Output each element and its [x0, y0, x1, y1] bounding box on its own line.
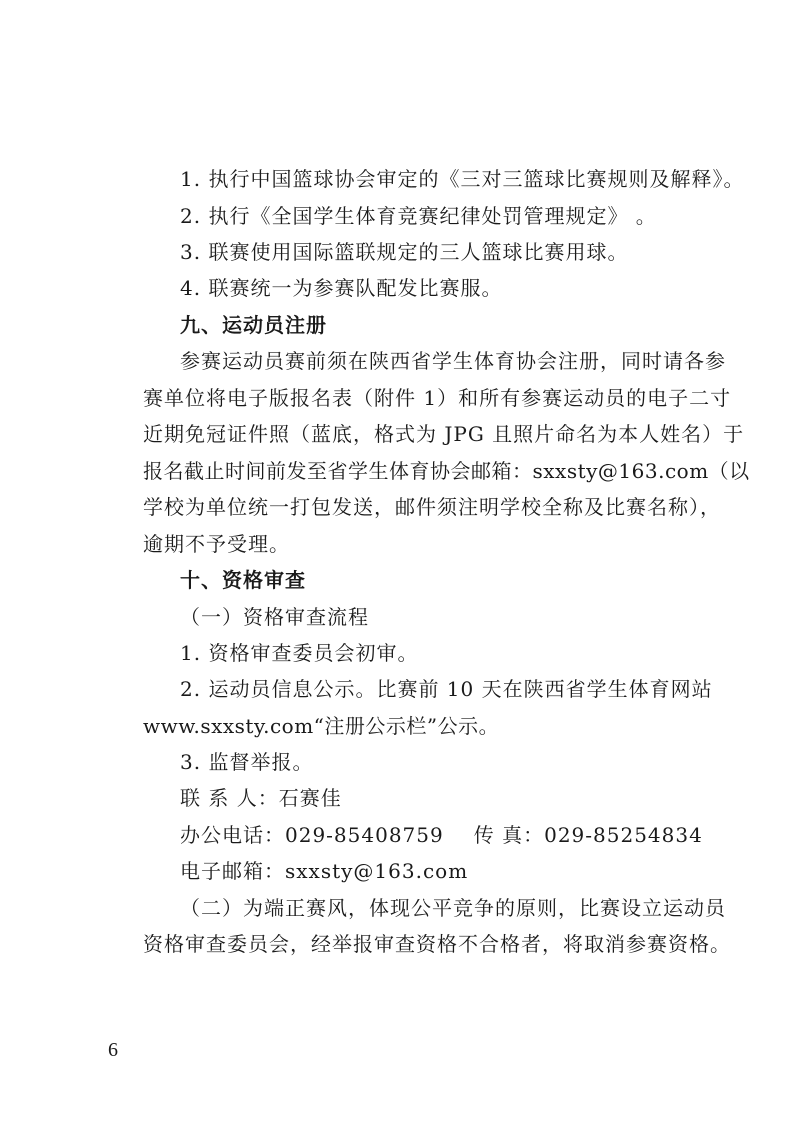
rule-item-2: 2. 执行《全国学生体育竞赛纪律处罚管理规定》 。 [180, 204, 657, 228]
rule-item-4: 4. 联赛统一为参赛队配发比赛服。 [180, 276, 503, 300]
section-10-heading: 十、资格审查 [180, 568, 306, 592]
section-9-paragraph-line: 赛单位将电子版报名表（附件 1）和所有参赛运动员的电子二寸 [143, 386, 732, 410]
section-10-item-3: 3. 监督举报。 [180, 750, 314, 774]
office-phone: 办公电话：029-85408759 [180, 823, 444, 847]
rule-item-3: 3. 联赛使用国际篮联规定的三人篮球比赛用球。 [180, 240, 629, 264]
section-9-heading: 九、运动员注册 [180, 313, 327, 337]
contact-email: 电子邮箱：sxxsty@163.com [180, 859, 469, 883]
section-10-subheading-1: （一）资格审查流程 [180, 605, 369, 629]
section-9-paragraph-line: 报名截止时间前发至省学生体育协会邮箱：sxxsty@163.com（以 [143, 459, 750, 483]
section-9-paragraph-line: 学校为单位统一打包发送，邮件须注明学校全称及比赛名称）， [143, 495, 721, 519]
section-9-paragraph-line: 近期免冠证件照（蓝底，格式为 JPG 且照片命名为本人姓名）于 [143, 422, 745, 446]
section-10-item-1: 1. 资格审查委员会初审。 [180, 641, 419, 665]
section-10-subheading-2: （二）为端正赛风，体现公平竞争的原则，比赛设立运动员 [180, 896, 726, 920]
page-number: 6 [108, 1039, 118, 1061]
section-10-item-2-continued: www.sxxsty.com“注册公示栏”公示。 [143, 714, 500, 738]
rule-item-1: 1. 执行中国篮球协会审定的《三对三篮球比赛规则及解释》。 [180, 167, 745, 191]
contact-person: 联 系 人：石赛佳 [180, 786, 342, 810]
section-9-paragraph-line: 参赛运动员赛前须在陕西省学生体育协会注册，同时请各参 [180, 349, 726, 373]
section-10-item-2: 2. 运动员信息公示。比赛前 10 天在陕西省学生体育网站 [180, 677, 713, 701]
section-9-paragraph-line: 逾期不予受理。 [143, 532, 290, 556]
section-10-subheading-2-continued: 资格审查委员会，经举报审查资格不合格者，将取消参赛资格。 [143, 932, 731, 956]
contact-phone-fax-row [180, 823, 703, 847]
fax-number: 传 真：029-85254834 [473, 823, 703, 847]
